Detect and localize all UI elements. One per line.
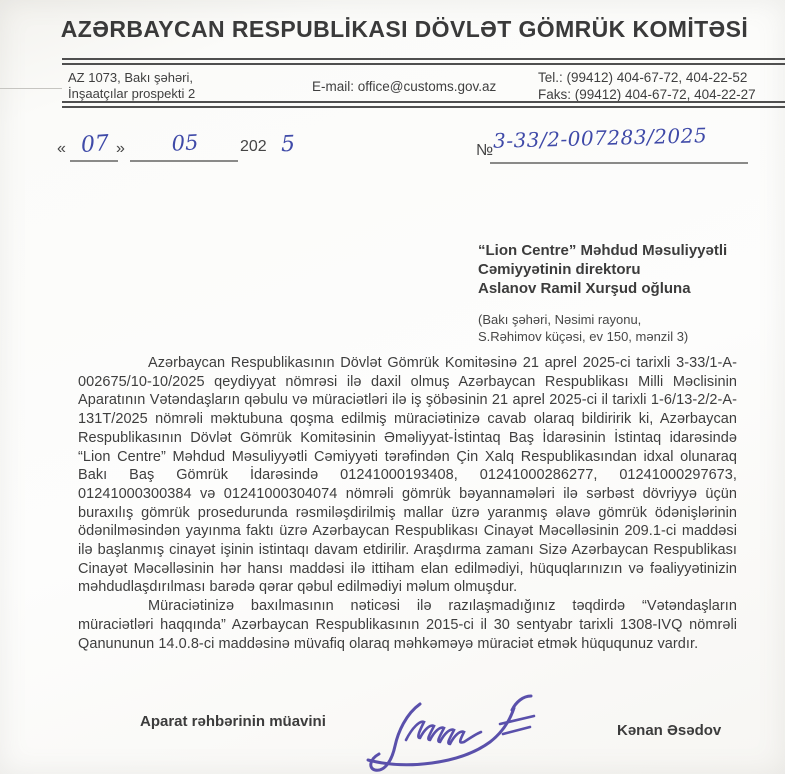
recipient-address: [478, 311, 727, 345]
sender-phones: [538, 69, 756, 103]
sender-fax: Faks: (99412) 404-67-72, 404-22-27: [538, 87, 756, 102]
letterhead-title: AZƏRBAYCAN RESPUBLİKASI DÖVLƏT GÖMRÜK KOMİTƏSİ: [60, 16, 749, 42]
body-paragraph-2: Müraciətinizə baxılmasının nəticəsi ilə razılaşmadığınız təqdirdə “Vətəndaşların müraciətləri haqqında” Azərbaycan Respublikasının 2015-ci il 30 sentyabr tarixli 1308-IVQ nömrəli Qanununun 14.0.8-ci maddəsinə müvafiq olaraq məhkəməyə müraciət etmək hüququnuz vardır.: [78, 598, 737, 652]
recipient-company-line1: “Lion Centre” Məhdud Məsuliyyətli: [478, 242, 728, 259]
sender-address-line2: İnşaatçılar prospekti 2: [68, 86, 196, 101]
month-underline: [130, 160, 238, 162]
signature-row: [0, 680, 785, 774]
signer-name: Kənan Əsədov: [617, 722, 722, 739]
letterhead-top-rule: [62, 58, 785, 65]
signer-position-title: Aparat rəhbərinin müavini: [140, 713, 326, 730]
handwritten-day: 07: [80, 131, 110, 158]
recipient-block: [478, 241, 727, 345]
printed-year: 202: [240, 138, 267, 155]
document-number-sign: №: [476, 142, 494, 159]
recipient-address-line2: S.Rəhimov küçəsi, ev 150, mənzil 3): [478, 329, 689, 344]
letter-body: [78, 354, 737, 653]
date-close-quote: »: [116, 140, 125, 157]
sender-address-line1: AZ 1073, Bakı şəhəri,: [68, 70, 194, 85]
handwritten-year-digit: 5: [280, 131, 296, 158]
sender-email: E-mail: office@customs.gov.az: [312, 79, 497, 94]
sender-tel: Tel.: (99412) 404-67-72, 404-22-52: [538, 70, 748, 85]
handwritten-document-number: 3-33/2-007283/2025: [492, 123, 708, 153]
scan-artifact-line: [0, 88, 62, 89]
letterhead-bottom-rule: [62, 101, 785, 108]
recipient-address-line1: (Bakı şəhəri, Nəsimi rayonu,: [478, 312, 642, 327]
recipient-person: Aslanov Ramil Xurşud oğluna: [478, 280, 691, 297]
number-underline: [490, 162, 748, 164]
handwritten-signature-icon: [362, 684, 542, 774]
handwritten-month: 05: [171, 130, 199, 156]
sender-address: [68, 70, 195, 102]
date-open-quote: «: [57, 140, 66, 157]
reference-row: [0, 123, 785, 174]
recipient-company-line2: Cəmiyyətinin direktoru: [478, 261, 641, 278]
body-paragraph-1: Azərbaycan Respublikasının Dövlət Gömrük Komitəsinə 21 aprel 2025-ci tarixli 3-33/1-A-002675/10-10/2025 qeydiyyat nömrəsi ilə daxil olmuş Azərbaycan Respublikası Milli Məclisinin Aparatının Vətəndaşların qəbulu və müraciətləri ilə iş şöbəsinin 21 aprel 2025-ci il tarixli 1-6/13-2/2-A-131T/2025 nömrəli məktubuna qoşma edilmiş müraciətinizə cavab olaraq bildiririk ki, Azərbaycan Respublikasının Dövlət Gömrük Komitəsinin Əməliyyat-İstintaq Baş İdarəsinin İstintaq idarəsində “Lion Centre” Məhdud Məsuliyyətli Cəmiyyəti tərəfindən Çin Xalq Respublikasından idxal olunaraq Bakı Baş Gömrük İdarəsində 01241000193408, 01241000286277, 01241000297673, 01241000300384 və 01241000304074 nömrəli gömrük bəyannamələri ilə sərbəst dövriyyə üçün buraxılış gömrük prosedurunda rəsmiləşdirilmiş mallar üzrə yaranmış əlavə gömrük ödənişlərinin ödənilməsindən yayınma faktı üzrə Azərbaycan Respublikası Cinayət Məcəlləsinin 209.1-ci maddəsi ilə başlanmış cinayət işinin istintaqı davam etdirilir. Araşdırma zamanı Sizə Azərbaycan Respublikası Cinayət Məcəlləsinin hər hansı maddəsi ilə ittiham elan edilmədiyi, hüquqlarınızın və fəaliyyətinizin məhdudlaşdırılması barədə qərar qəbul edilmədiyi məlum olmuşdur.: [78, 355, 737, 596]
day-underline: [70, 160, 118, 162]
